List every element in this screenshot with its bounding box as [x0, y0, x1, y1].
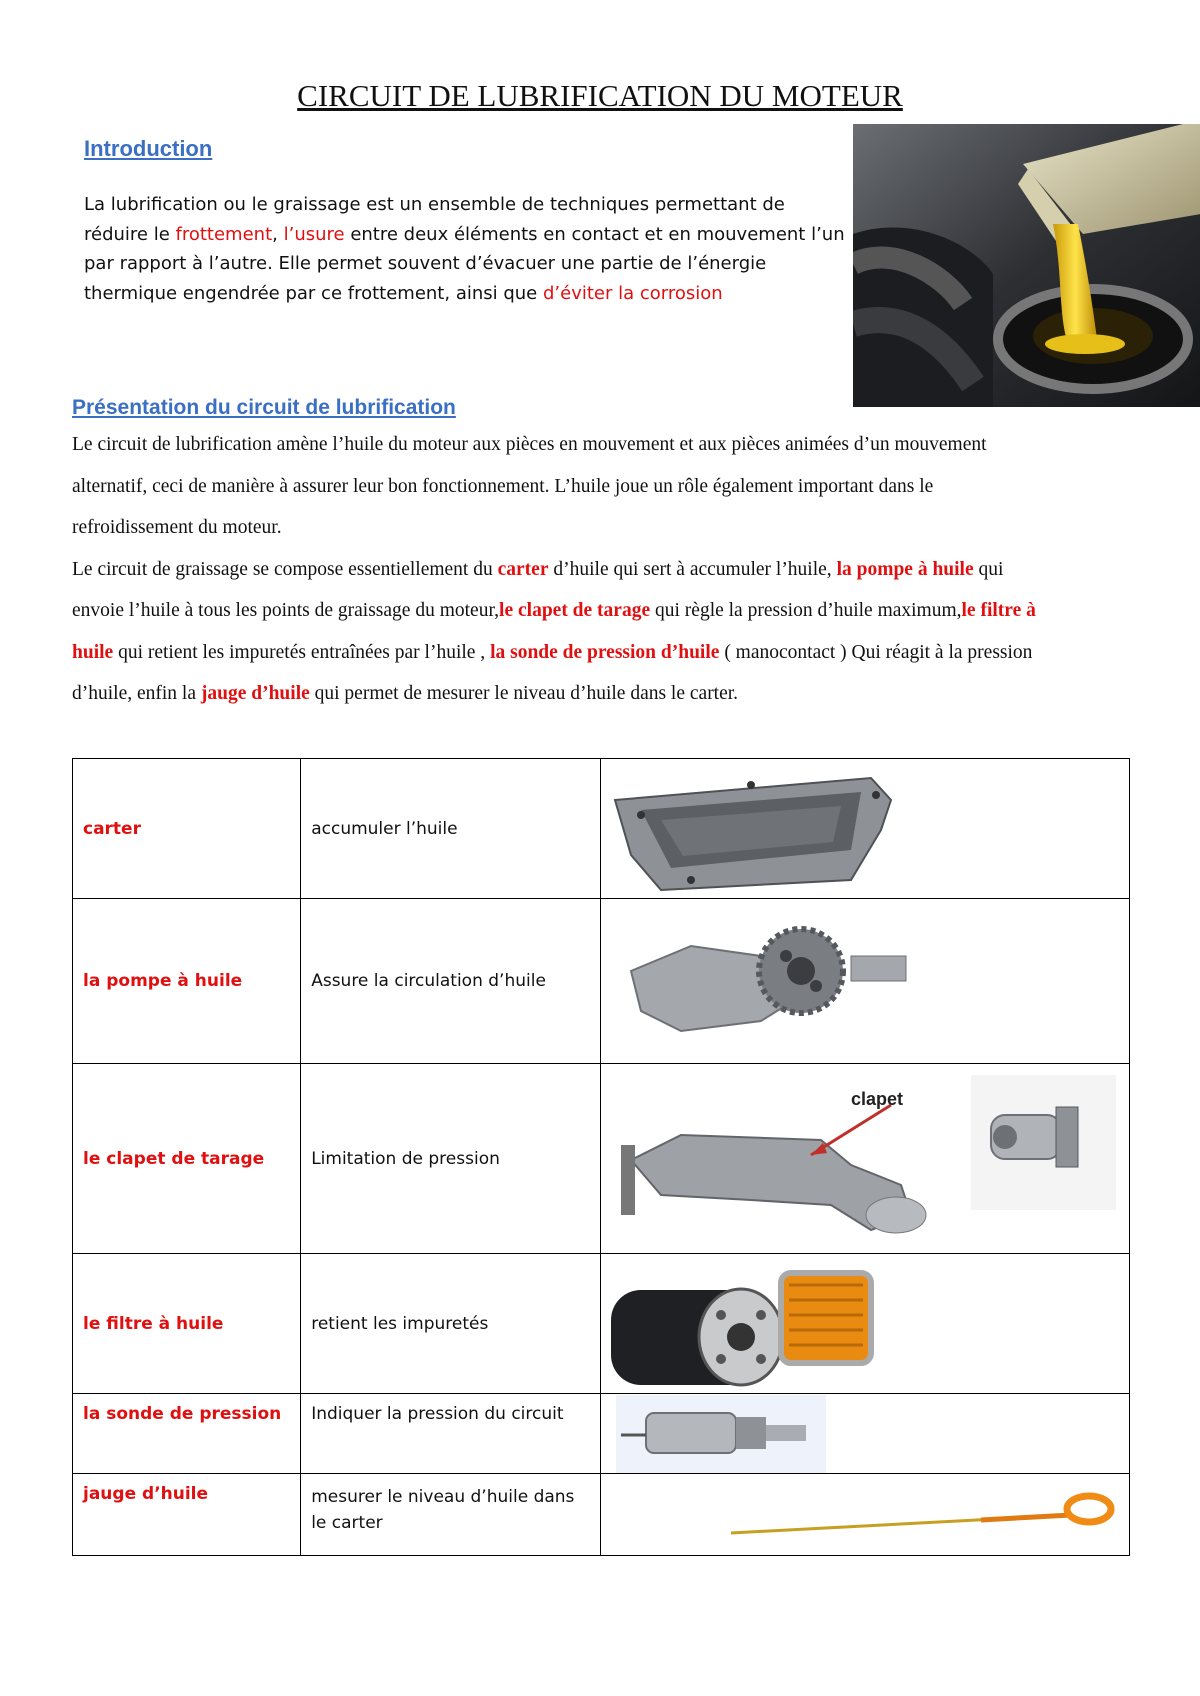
intro-text-2: , — [272, 223, 284, 245]
table-row — [73, 1394, 1130, 1474]
pressure-valve-photo — [601, 1064, 1130, 1254]
introduction-paragraph — [84, 190, 854, 308]
presentation-text-2 — [72, 549, 1052, 715]
intro-text-1: La lubrification ou le graissage est un ensemble de techniques permettant de réduire le — [84, 194, 785, 245]
component-name: carter — [73, 759, 301, 899]
oil-pump-photo — [601, 899, 1130, 1064]
component-name: le filtre à huile — [73, 1254, 301, 1394]
page-title: CIRCUIT DE LUBRIFICATION DU MOTEUR — [297, 78, 903, 113]
component-name: la sonde de pression — [73, 1394, 301, 1474]
component-role: mesurer le niveau d’huile dans le carter — [301, 1474, 601, 1556]
component-name: jauge d’huile — [73, 1474, 301, 1556]
introduction-heading: Introduction — [84, 136, 213, 161]
dipstick-photo — [601, 1474, 1130, 1556]
component-role: Limitation de pression — [301, 1064, 601, 1254]
table-row — [73, 759, 1130, 899]
keyword-clapet: le clapet de tarage — [499, 600, 651, 621]
clapet-label: clapet — [851, 1088, 904, 1109]
keyword-pompe: la pompe à huile — [836, 558, 974, 580]
presentation-heading: Présentation du circuit de lubrification — [72, 396, 456, 419]
component-role: Indiquer la pression du circuit — [301, 1394, 601, 1474]
component-role: accumuler l’huile — [301, 759, 601, 899]
text-segment: qui permet de mesurer le niveau d’huile dans le carter. — [309, 683, 739, 704]
keyword-sonde: la sonde de pression d’huile — [490, 641, 720, 663]
keyword-jauge: jauge d’huile — [200, 683, 310, 704]
text-segment: qui envoie l’huile à tous les points de graissage du moteur, — [72, 558, 1004, 621]
table-row — [73, 1064, 1130, 1254]
keyword-corrosion: d’éviter la corrosion — [542, 282, 723, 304]
component-name: la pompe à huile — [73, 899, 301, 1064]
intro-text-3: entre deux éléments en contact et en mouvement l’un par rapport à l’autre. Elle permet souvent d’évacuer une partie de l’énergie thermique engendrée par ce frottement, ainsi que — [84, 223, 845, 304]
pressure-sensor-photo — [601, 1394, 1130, 1474]
table-row — [73, 899, 1130, 1064]
keyword-carter: carter — [497, 558, 549, 580]
table-row — [73, 1474, 1130, 1556]
text-segment: qui retient les impuretés entraînées par l’huile , — [113, 641, 491, 663]
presentation-text-1: Le circuit de lubrification amène l’huile du moteur aux pièces en mouvement et aux pièces animées d’un mouvement alternatif, ceci de manière à assurer leur bon fonctionnement. L’huile joue un rôle également important dans le refroidissement du moteur. — [72, 434, 987, 538]
component-name: le clapet de tarage — [73, 1064, 301, 1254]
text-segment: ( manocontact ) Qui réagit à la pression d’huile, enfin la — [72, 641, 1033, 704]
oil-pouring-photo — [853, 124, 1200, 407]
text-segment: d’huile qui sert à accumuler l’huile, — [548, 558, 837, 580]
table-row — [73, 1254, 1130, 1394]
keyword-filtre: le filtre à huile — [72, 600, 1036, 663]
text-segment: Le circuit de graissage se compose essentiellement du — [72, 558, 498, 580]
component-role: Assure la circulation d’huile — [301, 899, 601, 1064]
carter-photo — [601, 759, 1130, 899]
keyword-frottement: frottement — [175, 223, 273, 245]
presentation-paragraph — [72, 424, 1052, 715]
oil-filter-photo — [601, 1254, 1130, 1394]
text-segment: qui règle la pression d’huile maximum, — [650, 600, 962, 621]
components-table — [72, 758, 1130, 1556]
component-role: retient les impuretés — [301, 1254, 601, 1394]
keyword-usure: l’usure — [283, 223, 345, 245]
